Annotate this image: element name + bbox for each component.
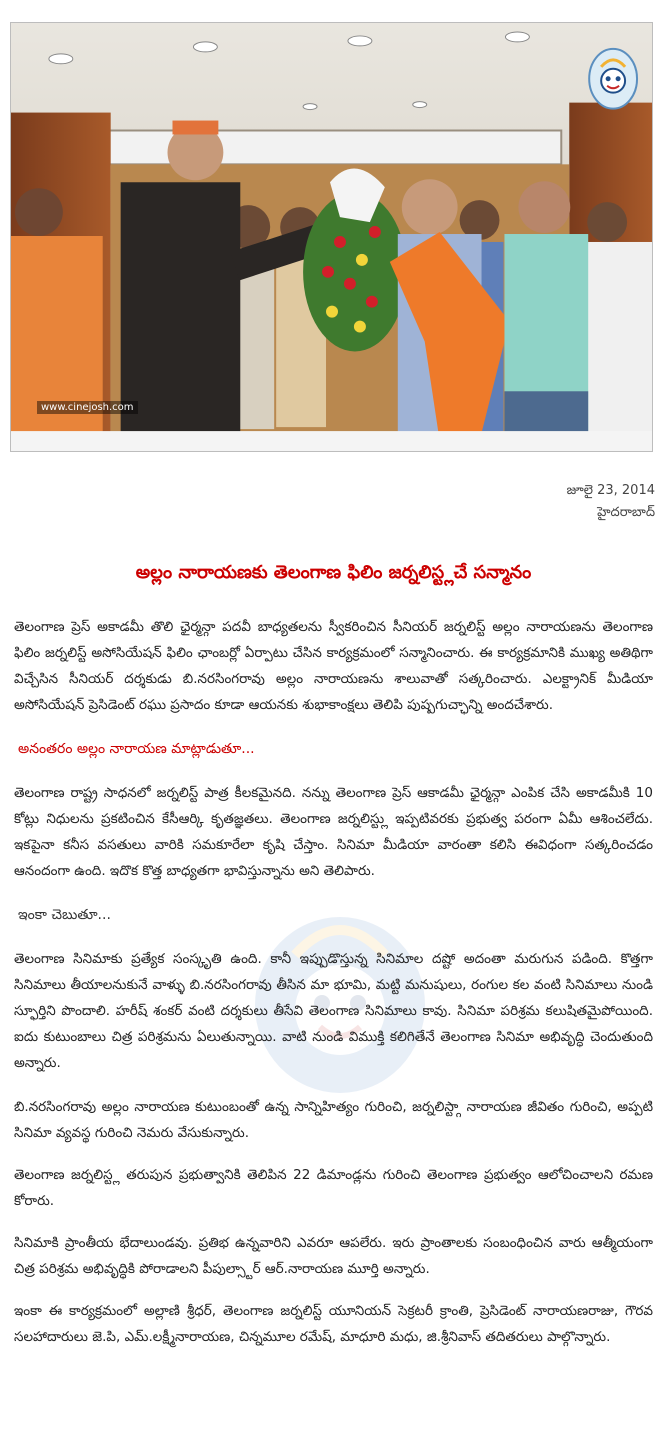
article-paragraph: తెలంగాణ సినిమాకు ప్రత్యేక సంస్కృతి ఉంది. కానీ ఇప్పుడొస్తున్న సినిమాల దష్టో అదంతా మరుగున పడింది. కొత్తగా సినిమాలు తీయాలనుకునే వాళ్ళు బి.నరసింగరావు తీసిన మా భూమి, మట్టి మనుషులు, రంగుల కల వంటి సినిమాలు నుండి స్ఫూర్తిని పొందాలి. హరీష్ శంకర్ వంటి దర్శకులు తీసేవి తెలంగాణ సినిమాలు కావు. సినిమా పరిశ్రమ కలుషితమైపోయింది. ఐదు కుటుంబాలు చిత్ర పరిశ్రమను ఏలుతున్నాయి. వాటి నుండి విముక్తి కలిగితేనే తెలంగాణ సినిమా అభివృద్ధి చెందుతుంది అన్నారు.: [14, 951, 653, 1071]
news-photo: [10, 22, 653, 452]
article-paragraph: సినిమాకి ప్రాంతీయ భేదాలుండవు. ప్రతిభ ఉన్నవారిని ఎవరూ ఆపలేరు. ఇరు ప్రాంతాలకు సంబంధించిన వారు ఆత్మీయంగా చిత్ర పరిశ్రమ అభివృద్ధికి పోరాడాలని పీపుల్స్టార్ ఆర్.నారాయణ మూర్తి అన్నారు.: [14, 1235, 653, 1277]
article-subheading: ఇంకా చెబుతూ...: [18, 907, 111, 923]
article-paragraph: తెలంగాణ రాష్ట్ర సాధనలో జర్నలిస్ట్ పాత్ర కీలకమైనది. నన్ను తెలంగాణ ప్రెస్ ఆకాడమీ ఛైర్మన్గా ఎంపిక చేసి అకాడమీకి 10 కోట్లు నిధులను ప్రకటించిన కేసీఆర్కి కృతజ్ఞతలు. తెలంగాణ జర్నలిస్ట్లు ఇప్పటివరకు ప్రభుత్వ పరంగా ఏమీ ఆశించలేదు. ఇకపైనా కనీస వసతులు వారికి సమకూరేలా కృషి చేస్తాం. సినిమా మీడియా వారంతా కలిసి ఈవిధంగా సత్కరించడం ఆనందంగా ఉంది. ఇదొక కొత్త బాధ్యతగా భావిస్తున్నాను అని తెలిపారు.: [14, 785, 653, 879]
photo-watermark: www.cinejosh.com: [37, 401, 138, 414]
article-paragraph: బి.నరసింగరావు అల్లం నారాయణ కుటుంబంతో ఉన్న సాన్నిహిత్యం గురించి, జర్నలిస్ట్గా నారాయణ జీవితం గురించి, అప్పటి సినిమా వ్యవస్థ గురించి నెమరు వేసుకున్నారు.: [14, 1099, 653, 1141]
article-meta: [567, 480, 655, 524]
article-subheading: అనంతరం అల్లం నారాయణ మాట్లాడుతూ...: [18, 741, 255, 757]
event-photo-illustration: [11, 23, 652, 451]
article-date: జూలై 23, 2014: [566, 483, 655, 498]
article-place: హైదరాబాద్: [597, 505, 655, 520]
article-paragraph: తెలంగాణ ప్రెస్ అకాడమీ తొలి ఛైర్మన్గా పదవీ బాధ్యతలను స్వీకరించిన సీనియర్ జర్నలిస్ట్ అల్లం నారాయణను తెలంగాణ ఫిలిం జర్నలిస్ట్ అసోసియేషన్ ఫిలిం ఛాంబర్లో ఏర్పాటు చేసిన కార్యక్రమంలో సన్మానించారు. ఈ కార్యక్రమానికి ముఖ్య అతిథిగా విచ్చేసిన సీనియర్ దర్శకుడు బి.నరసింగరావు అల్లం నారాయణను శాలువాతో సత్కరించారు. ఎలక్ట్రానిక్ మీడియా అసోసియేషన్ ప్రెసిడెంట్ రఘు ప్రసాదం కూడా ఆయనకు శుభాకాంక్షలు తెలిపి పుష్పగుచ్ఛాన్ని అందచేశారు.: [14, 619, 653, 713]
cinejosh-logo-icon: [589, 49, 637, 109]
article-headline: అల్లం నారాయణకు తెలంగాణ ఫిలిం జర్నలిస్ట్లచే సన్మానం: [135, 562, 532, 583]
article-body: [14, 614, 653, 1366]
article-paragraph: ఇంకా ఈ కార్యక్రమంలో అల్లాణి శ్రీధర్, తెలంగాణ జర్నలిస్ట్ యూనియన్ సెక్రటరీ క్రాంతి, ప్రెసిడెంట్ నారాయణరాజు, గౌరవ సలహాదారులు జె.పి, ఎమ్.లక్ష్మీనారాయణ, చిన్నమూల రమేష్, మాధూరి మధు, జి.శ్రీనివాస్ తదితరులు పాల్గొన్నారు.: [14, 1303, 653, 1345]
article-paragraph: తెలంగాణ జర్నలిస్ట్ల తరుపున ప్రభుత్వానికి తెలిపిన 22 డిమాండ్లను గురించి తెలంగాణ ప్రభుత్వం ఆలోచించాలని రమణ కోరారు.: [14, 1167, 653, 1209]
